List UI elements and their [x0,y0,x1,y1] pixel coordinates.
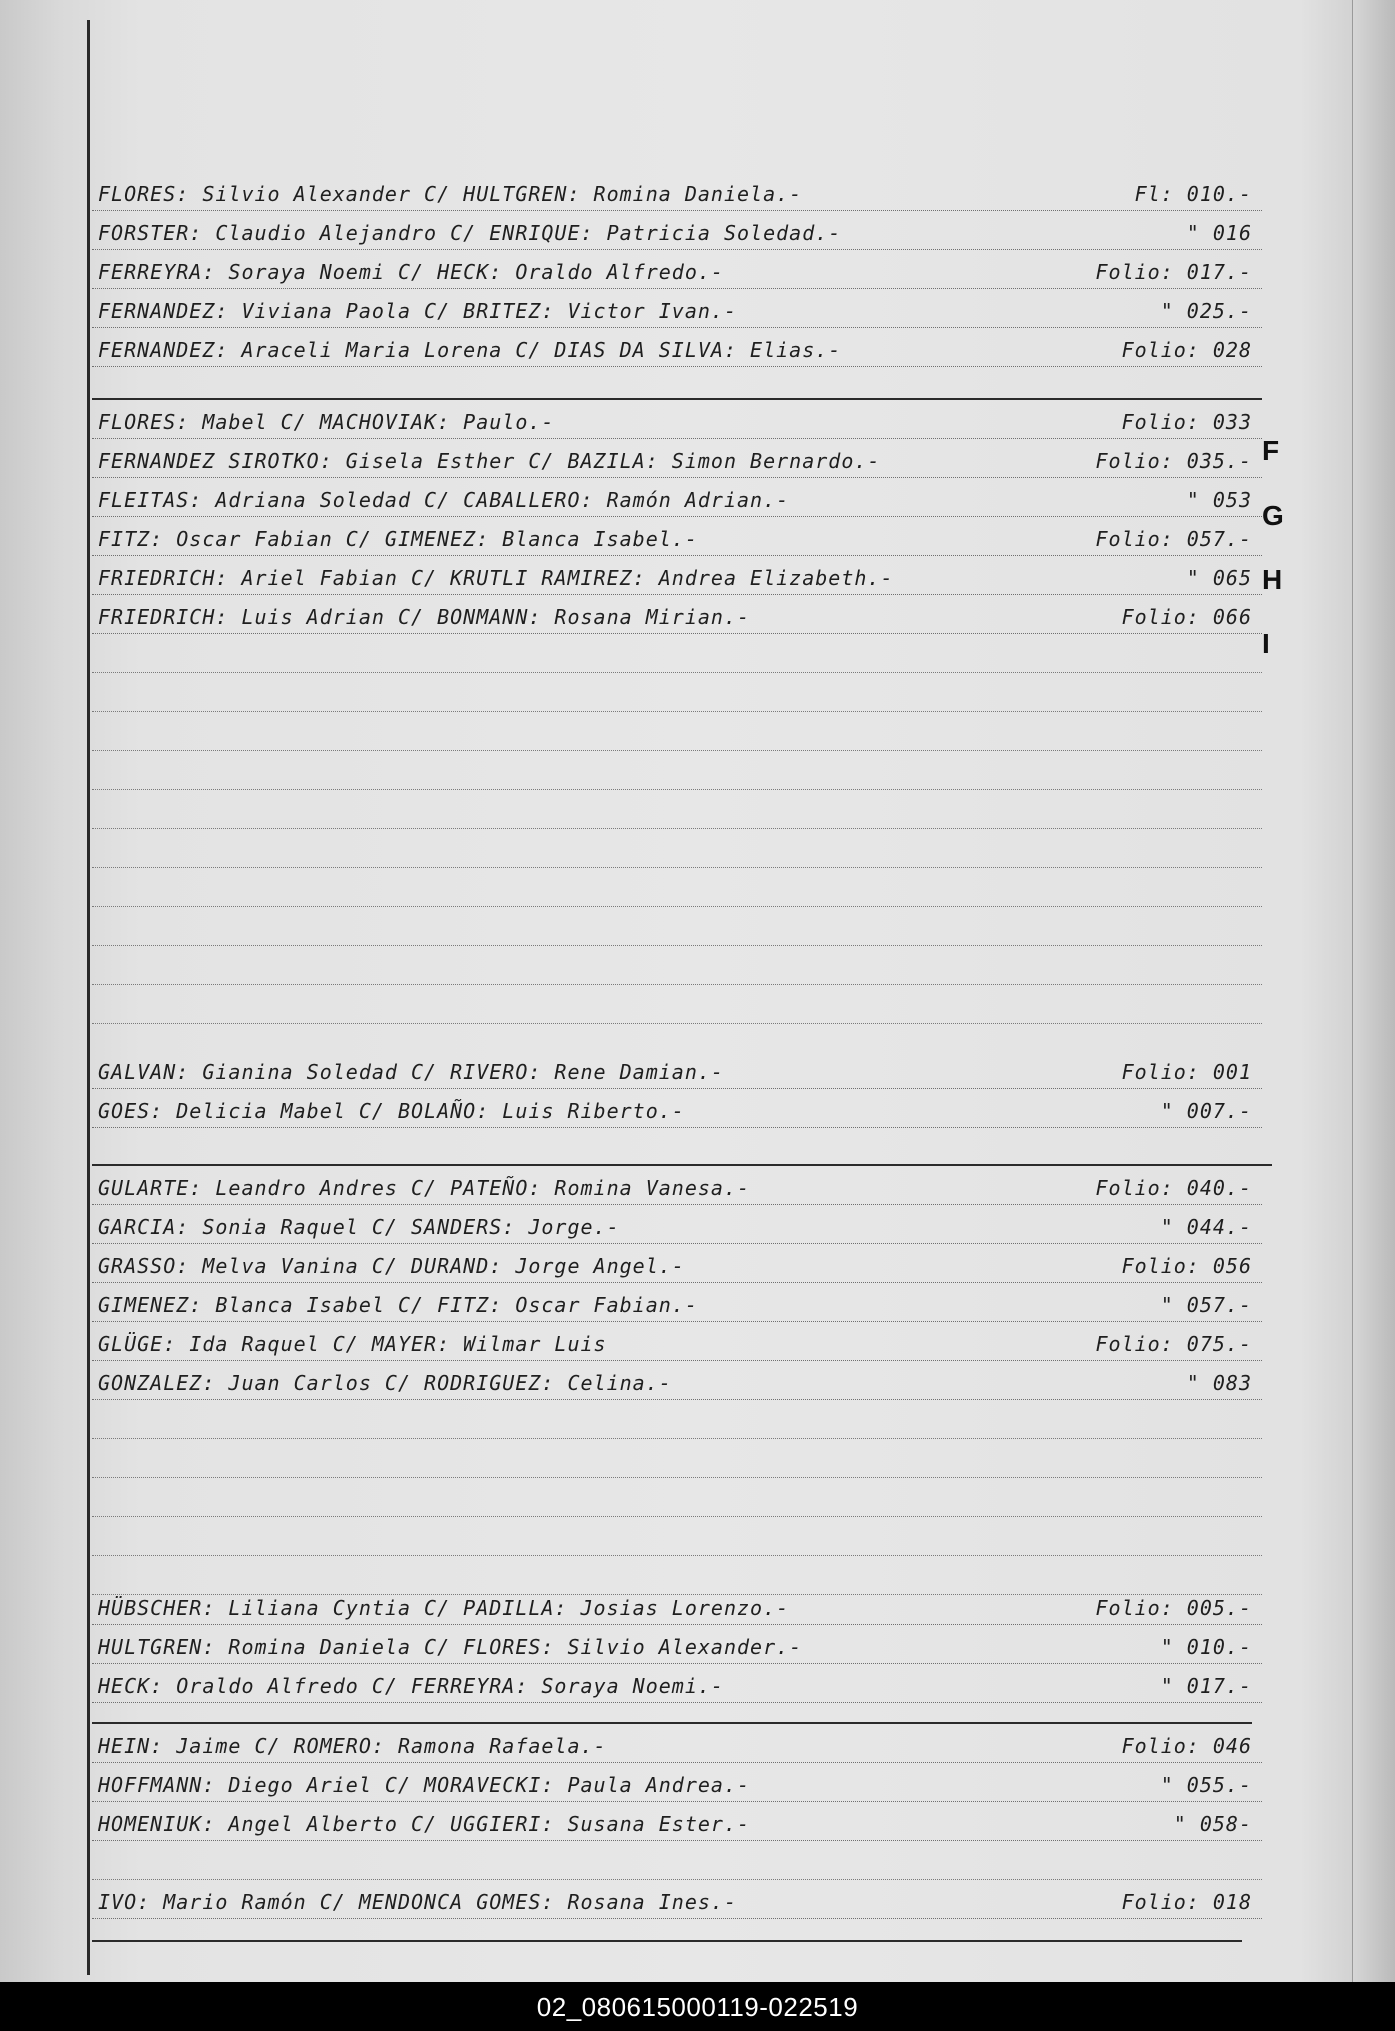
blank-ruled-line [92,1517,1262,1556]
entry-names: FRIEDRICH: Luis Adrian C/ BONMANN: Rosana Mirian.- [98,605,751,629]
entry-names: GOES: Delicia Mabel C/ BOLAÑO: Luis Riberto.- [98,1099,685,1123]
entry-row [92,517,1262,556]
entry-folio: " 057.- [1160,1293,1252,1317]
entry-row [92,1625,1262,1664]
entry-folio: Folio: 028 [1121,338,1252,362]
entry-names: GULARTE: Leandro Andres C/ PATEÑO: Romina Vanesa.- [98,1176,751,1200]
entry-names: FITZ: Oscar Fabian C/ GIMENEZ: Blanca Isabel.- [98,527,698,551]
entry-row [92,1244,1262,1283]
entry-folio: Folio: 005.- [1095,1596,1252,1620]
index-letter-i: I [1262,628,1270,659]
entry-names: GARCIA: Sonia Raquel C/ SANDERS: Jorge.- [98,1215,620,1239]
entry-row [92,400,1262,439]
blank-ruled-line [92,712,1262,751]
entry-row [92,1322,1262,1361]
entries-section-f2 [92,400,1262,1024]
blank-ruled-line [92,751,1262,790]
entry-folio: Folio: 040.- [1095,1176,1252,1200]
entry-row [92,1763,1262,1802]
entry-names: HOMENIUK: Angel Alberto C/ UGGIERI: Susana Ester.- [98,1812,751,1836]
entry-names: HOFFMANN: Diego Ariel C/ MORAVECKI: Paula Andrea.- [98,1773,751,1797]
entry-folio: " 065 [1186,566,1252,590]
index-letter-h: H [1262,564,1283,595]
entry-row [92,250,1262,289]
entry-row [92,1361,1262,1400]
entry-names: HULTGREN: Romina Daniela C/ FLORES: Silvio Alexander.- [98,1635,803,1659]
entry-folio: " 058- [1173,1812,1252,1836]
entries-section-g1 [92,1050,1262,1128]
entry-folio: " 055.- [1160,1773,1252,1797]
entry-row [92,1802,1262,1841]
blank-ruled-line [92,946,1262,985]
entry-folio: " 053 [1186,488,1252,512]
blank-ruled-line [92,907,1262,946]
entry-names: IVO: Mario Ramón C/ MENDONCA GOMES: Rosana Ines.- [98,1890,738,1914]
entry-names: FRIEDRICH: Ariel Fabian C/ KRUTLI RAMIREZ: Andrea Elizabeth.- [98,566,894,590]
entry-folio: Folio: 001 [1121,1060,1252,1084]
entry-row [92,595,1262,634]
section-divider [92,1940,1242,1942]
entry-row [92,1664,1262,1703]
entry-names: FLORES: Mabel C/ MACHOVIAK: Paulo.- [98,410,555,434]
entry-row [92,556,1262,595]
footer-bar [0,1982,1395,2031]
entry-folio: " 044.- [1160,1215,1252,1239]
entry-names: FERNANDEZ: Araceli Maria Lorena C/ DIAS DA SILVA: Elias.- [98,338,842,362]
blank-ruled-line [92,790,1262,829]
index-letter-g: G [1262,500,1284,531]
entry-folio: " 016 [1186,221,1252,245]
entry-row [92,1050,1262,1089]
entry-row [92,1283,1262,1322]
entry-names: HÜBSCHER: Liliana Cyntia C/ PADILLA: Josias Lorenzo.- [98,1596,790,1620]
entry-row [92,1089,1262,1128]
entry-row [92,172,1262,211]
entry-folio: Folio: 017.- [1095,260,1252,284]
blank-ruled-line [92,1478,1262,1517]
entry-names: FLEITAS: Adriana Soledad C/ CABALLERO: Ramón Adrian.- [98,488,790,512]
entries-section-h2 [92,1724,1262,1880]
entry-names: FERNANDEZ SIROTKO: Gisela Esther C/ BAZILA: Simon Bernardo.- [98,449,881,473]
entry-folio: Folio: 056 [1121,1254,1252,1278]
document-code: 02_080615000119-022519 [536,1992,859,2022]
entry-names: FLORES: Silvio Alexander C/ HULTGREN: Romina Daniela.- [98,182,803,206]
entry-names: GALVAN: Gianina Soledad C/ RIVERO: Rene Damian.- [98,1060,724,1084]
blank-ruled-line [92,1841,1262,1880]
entry-names: GLÜGE: Ida Raquel C/ MAYER: Wilmar Luis [98,1332,607,1356]
entry-row [92,289,1262,328]
entries-section-f1 [92,172,1262,367]
entry-folio: " 025.- [1160,299,1252,323]
entry-folio: Fl: 010.- [1134,182,1252,206]
blank-ruled-line [92,1400,1262,1439]
entry-folio: Folio: 057.- [1095,527,1252,551]
entry-names: HECK: Oraldo Alfredo C/ FERREYRA: Soraya Noemi.- [98,1674,724,1698]
margin-line [87,20,90,1975]
entry-folio: " 007.- [1160,1099,1252,1123]
entry-row [92,211,1262,250]
entry-names: HEIN: Jaime C/ ROMERO: Ramona Rafaela.- [98,1734,607,1758]
entry-names: FERNANDEZ: Viviana Paola C/ BRITEZ: Victor Ivan.- [98,299,738,323]
blank-ruled-line [92,829,1262,868]
entry-folio: " 083 [1186,1371,1252,1395]
entry-row [92,1880,1262,1919]
entry-names: GRASSO: Melva Vanina C/ DURAND: Jorge Angel.- [98,1254,685,1278]
entry-names: GONZALEZ: Juan Carlos C/ RODRIGUEZ: Celina.- [98,1371,672,1395]
entry-folio: Folio: 035.- [1095,449,1252,473]
blank-ruled-line [92,634,1262,673]
index-letter-f: F [1262,435,1280,466]
entry-names: GIMENEZ: Blanca Isabel C/ FITZ: Oscar Fabian.- [98,1293,698,1317]
entry-folio: Folio: 033 [1121,410,1252,434]
entry-names: FERREYRA: Soraya Noemi C/ HECK: Oraldo Alfredo.- [98,260,724,284]
entry-row [92,1586,1262,1625]
entry-row [92,1205,1262,1244]
entries-section-h1 [92,1586,1262,1703]
entry-folio: " 010.- [1160,1635,1252,1659]
blank-ruled-line [92,1439,1262,1478]
entry-row [92,328,1262,367]
page-edge [1352,0,1395,1982]
entry-names: FORSTER: Claudio Alejandro C/ ENRIQUE: Patricia Soledad.- [98,221,842,245]
blank-ruled-line [92,868,1262,907]
entry-row [92,1724,1262,1763]
entry-folio: Folio: 075.- [1095,1332,1252,1356]
entry-row [92,439,1262,478]
entry-row [92,478,1262,517]
entry-row [92,1166,1262,1205]
entries-section-g2 [92,1166,1262,1595]
blank-ruled-line [92,985,1262,1024]
entry-folio: Folio: 066 [1121,605,1252,629]
entry-folio: " 017.- [1160,1674,1252,1698]
entries-section-i [92,1880,1262,1919]
entry-folio: Folio: 046 [1121,1734,1252,1758]
entry-folio: Folio: 018 [1121,1890,1252,1914]
blank-ruled-line [92,673,1262,712]
